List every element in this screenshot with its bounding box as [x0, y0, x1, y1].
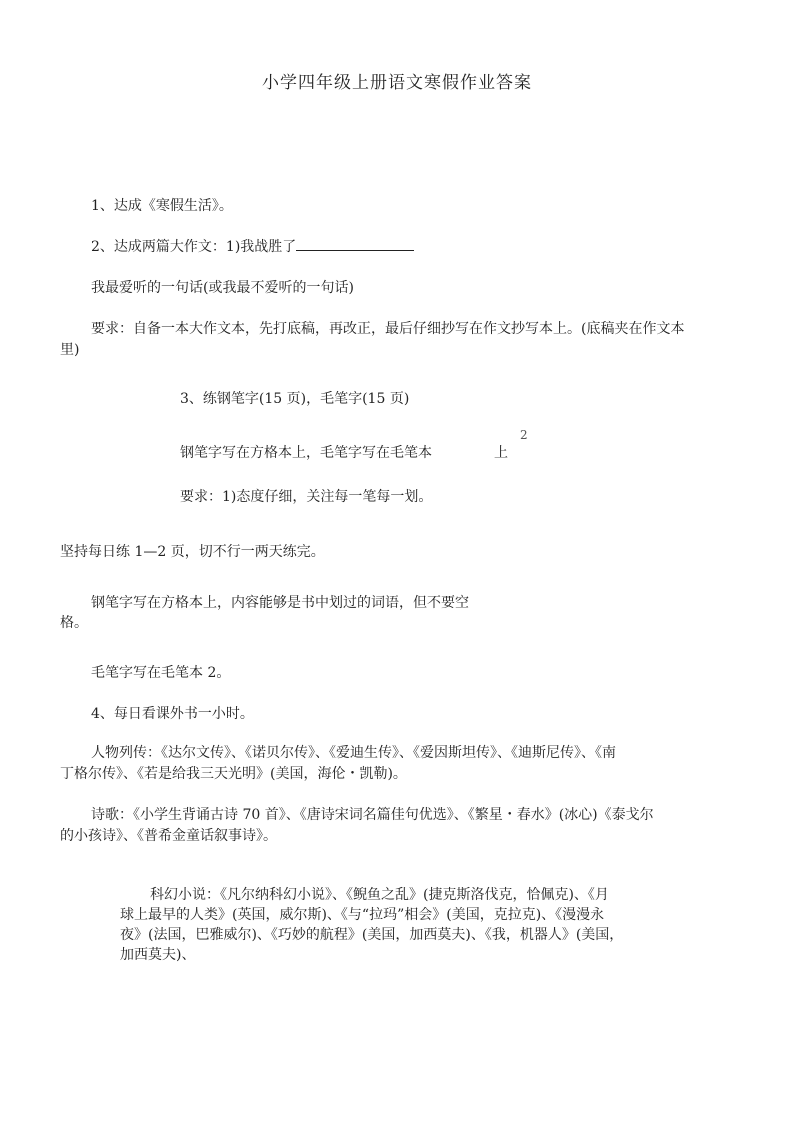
- biography-line-2: 丁格尔传》、《若是给我三天光明》(美国，海伦・凯勒)。: [60, 766, 407, 782]
- item-2-text: 2、达成两篇大作文：1)我战胜了: [91, 239, 297, 255]
- scifi-line-1: 科幻小说：《凡尔纳科幻小说》、《鲵鱼之乱》(捷克斯洛伐克，恰佩克)、《月: [150, 887, 609, 903]
- page-title: 小学四年级上册语文寒假作业答案: [262, 73, 532, 93]
- fill-in-blank: [296, 238, 414, 251]
- pen-brush-line-a: 钢笔字写在方格本上，毛笔字写在毛笔本: [180, 445, 432, 461]
- item-2: [91, 238, 414, 256]
- item-3: 3、练钢笔字(15 页)，毛笔字(15 页): [180, 391, 410, 407]
- scifi-line-4: 加西莫夫)、: [120, 947, 196, 963]
- pen-detail-line-1: 钢笔字写在方格本上，内容能够是书中划过的词语，但不要空: [91, 595, 469, 611]
- biography-line-1: 人物列传：《达尔文传》、《诺贝尔传》、《爱迪生传》、《爱因斯坦传》、《迪斯尼传》、《南: [91, 745, 616, 761]
- brush-note: 毛笔字写在毛笔本 2。: [91, 665, 231, 681]
- poetry-line-1: 诗歌：《小学生背诵古诗 70 首》、《唐诗宋词名篇佳句优选》、《繁星・春水》(冰心)《泰戈尔: [91, 807, 654, 823]
- scifi-line-2: 球上最早的人类》(英国，威尔斯)、《与“拉玛”相会》(美国，克拉克)、《漫漫永: [120, 907, 605, 923]
- pen-brush-line-b: 上: [494, 445, 508, 461]
- pen-detail-line-2: 格。: [60, 615, 88, 631]
- item-4: 4、每日看课外书一小时。: [91, 706, 254, 722]
- writing-requirement: 要求：1)态度仔细，关注每一笔每一划。: [180, 489, 433, 505]
- scifi-line-3: 夜》(法国，巴雅威尔)、《巧妙的航程》(美国，加西莫夫)、《我，机器人》(美国，: [120, 927, 624, 943]
- item-1: 1、达成《寒假生活》。: [91, 198, 233, 214]
- poetry-line-2: 的小孩诗》、《普希金童话叙事诗》。: [60, 828, 277, 844]
- item-2-second-essay: 我最爱听的一句话(或我最不爱听的一句话): [91, 280, 354, 296]
- stray-mark: 2: [520, 428, 528, 442]
- daily-practice: 坚持每日练 1—2 页，切不行一两天练完。: [60, 544, 325, 560]
- essay-requirement-line-1: 要求：自备一本大作文本，先打底稿，再改正，最后仔细抄写在作文抄写本上。(底稿夹在作文本: [91, 321, 685, 337]
- essay-requirement-line-2: 里): [60, 342, 80, 358]
